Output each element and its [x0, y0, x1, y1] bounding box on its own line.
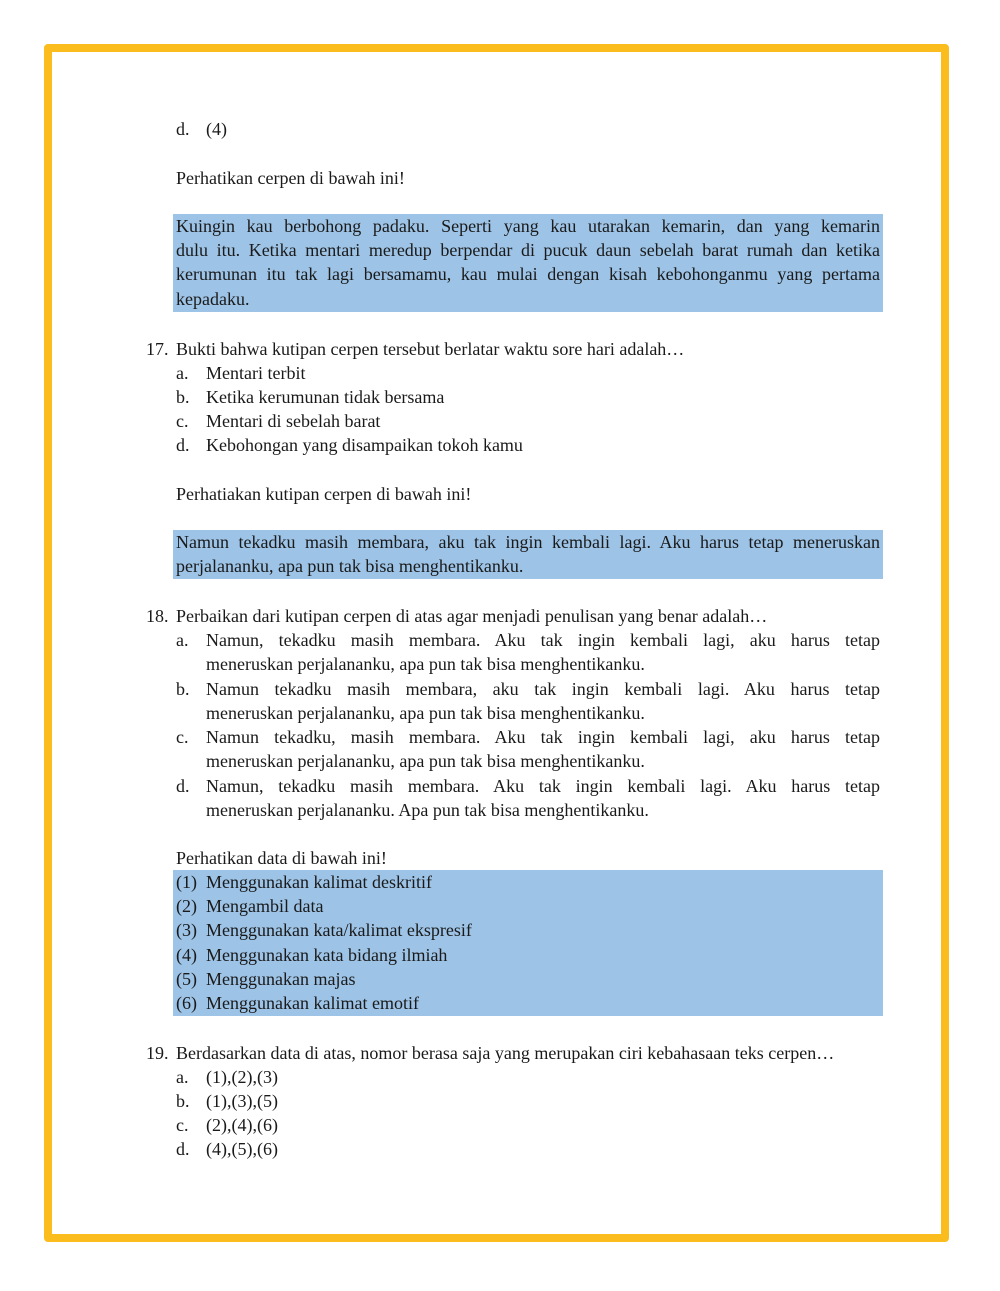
data-item: (5) Menggunakan majas [176, 969, 356, 989]
q18-option-c[interactable]: c. Namun tekadku, masih membara. Aku tak ingin kembali lagi, aku harus tetap meneruskan perjalananku, apa pun tak bisa menghentikanku. [176, 727, 880, 771]
q17-passage-line: dulu itu. Ketika mentari meredup berpendar di pucuk daun sebelah barat rumah dan ketika [176, 240, 880, 260]
q19-intro: Perhatikan data di bawah ini! [176, 848, 387, 868]
q17-intro: Perhatikan cerpen di bawah ini! [176, 168, 405, 188]
q17-passage-line: kerumunan itu tak lagi bersamamu, kau mulai dengan kisah kebohonganmu yang pertama [176, 264, 880, 284]
data-item: (1) Menggunakan kalimat deskritif [176, 872, 432, 892]
data-item: (2) Mengambil data [176, 896, 324, 916]
q19-data-box [173, 870, 883, 1016]
q18-passage-box [173, 530, 883, 579]
q17-passage-box [173, 214, 883, 312]
data-item: (3) Menggunakan kata/kalimat ekspresif [176, 920, 472, 940]
worksheet-content: d. (4) Perhatikan cerpen di bawah ini! Kuingin kau berbohong padaku. Seperti yang kau utarakan kemarin, dan yang kemarin dulu itu. Ketika mentari meredup berpendar di pucuk daun sebelah barat rumah dan ketika kerumunan itu tak lagi bersamamu, kau mulai dengan kisah kebohonganmu yang pertama kepadaku. 17. Bukti bahwa kutipan cerpen tersebut berlatar waktu sore hari adalah… a. Mentari terbit b. Ketika kerumunan tidak bersama c. Mentari di sebelah barat d. Kebohongan yang disampaikan tokoh kamu Perhatiakan kutipan cerpen di bawah ini! Namun tekadku masih membara, aku tak ingin kembali lagi. Aku harus tetap meneruskan perjalananku, apa pun tak bisa menghentikanku. 18. Perbaikan dari kutipan cerpen di atas agar menjadi penulisan yang benar adalah… a. Namun, tekadku masih membara. Aku tak ingin kembali lagi, aku harus tetap meneruskan perjalananku, apa pun tak bisa menghentikanku. b. Namun tekadku masih membara, aku tak ingin kembali lagi. Aku harus tetap meneruskan perjalananku, apa pun tak bisa menghentikanku. c. Namun tekadku, masih membara. Aku tak ingin kembali lagi, aku harus tetap meneruskan perjalananku, apa pun tak bisa menghentikanku. d. Namun, tekadku masih membara. Aku tak ingin kembali lagi. Aku harus tetap meneruskan perjalananku. Apa pun tak bisa menghentikanku. Perhatikan data di bawah ini! (1) Menggunakan kalimat deskritif (2) Mengambil data (3) Menggunakan kata/kalimat ekspresif (4) Menggunakan kata bidang ilmiah (5) Menggunakan majas (6) Menggunakan kalimat emotif 19. Berdasarkan data di atas, nomor berasa saja yang merupakan ciri kebahasaan teks cerpen… a. (1),(2),(3) b. (1),(3),(5) c. (2),(4),(6) d. (4),(5),(6) [0, 0, 1000, 1291]
q18-option-b[interactable]: b. Namun tekadku masih membara, aku tak ingin kembali lagi. Aku harus tetap meneruskan perjalananku, apa pun tak bisa menghentikanku. [176, 679, 880, 723]
q18-intro: Perhatiakan kutipan cerpen di bawah ini! [176, 484, 472, 504]
q19-number: 19. [146, 1043, 169, 1063]
q19-question-text: Berdasarkan data di atas, nomor berasa saja yang merupakan ciri kebahasaan teks cerpen… [176, 1043, 835, 1063]
data-item: (6) Menggunakan kalimat emotif [176, 993, 419, 1013]
q18-number: 18. [146, 606, 169, 626]
data-item: (4) Menggunakan kata bidang ilmiah [176, 945, 448, 965]
q17-number: 17. [146, 339, 169, 359]
q18-passage-line: Namun tekadku masih membara, aku tak ingin kembali lagi. Aku harus tetap meneruskan [176, 532, 880, 552]
q18-passage-line: perjalananku, apa pun tak bisa menghentikanku. [176, 556, 524, 576]
q18-question-text: Perbaikan dari kutipan cerpen di atas agar menjadi penulisan yang benar adalah… [176, 606, 768, 626]
q18-option-d[interactable]: d. Namun, tekadku masih membara. Aku tak ingin kembali lagi. Aku harus tetap meneruskan perjalananku. Apa pun tak bisa menghentikanku. [176, 776, 880, 820]
q17-question-text: Bukti bahwa kutipan cerpen tersebut berlatar waktu sore hari adalah… [176, 339, 685, 359]
q17-passage-line: kepadaku. [176, 289, 250, 309]
q18-option-a[interactable]: a. Namun, tekadku masih membara. Aku tak ingin kembali lagi, aku harus tetap meneruskan perjalananku, apa pun tak bisa menghentikanku. [176, 630, 880, 674]
q17-passage-line: Kuingin kau berbohong padaku. Seperti yang kau utarakan kemarin, dan yang kemarin [176, 216, 880, 236]
